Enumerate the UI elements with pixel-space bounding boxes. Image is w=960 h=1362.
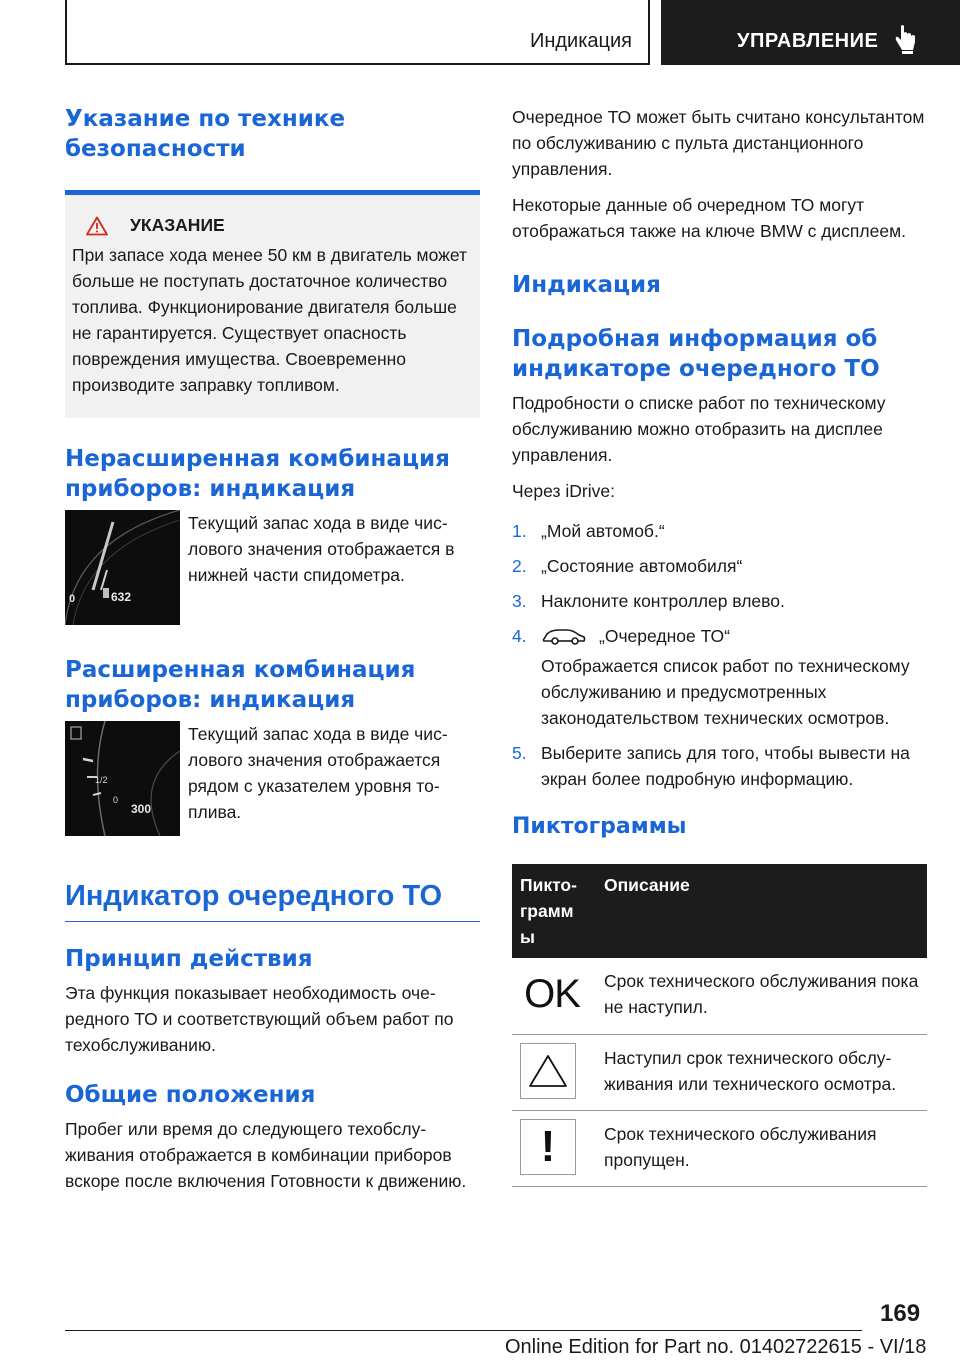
warning-header (72, 215, 470, 236)
left-column (65, 104, 480, 1194)
display-heading: Индикация (512, 272, 661, 298)
nonext-figure-row (65, 510, 480, 625)
header-chapter-title: УПРАВЛЕНИЕ (737, 30, 879, 52)
warning-label: УКАЗАНИЕ (130, 215, 225, 235)
service-heading: Индикатор очередного ТО (65, 880, 442, 912)
table-header-icon: Пиктограмм ы (512, 864, 596, 958)
table-cell-desc: Срок технического обслуживания пропущен. (596, 1110, 927, 1186)
fuel-gauge-range: 300 (131, 802, 152, 816)
nonext-text: Текущий запас хода в виде числового значения отображается в нижней части спидометра. (188, 513, 455, 585)
hand-pointer-icon (893, 24, 919, 54)
right-paragraph-2: Некоторые данные об очередном ТО могут отображаться также на ключе BMW с дисплеем. (512, 195, 906, 241)
step-item (512, 740, 932, 792)
speedometer-image (65, 510, 180, 625)
warning-text: При запасе хода менее 50 км в двигатель может больше не поступать достаточное количество топлива. Функционирование двигателя больше не гарантируется. Существует опасность повреждения имущества. Своевременно производите заправку топливом. (72, 245, 467, 395)
table-row (512, 1110, 927, 1186)
general-heading: Общие положения (65, 1082, 316, 1108)
warning-box (65, 190, 480, 418)
step-number: 4. (512, 626, 527, 646)
step-text: Выберите запись для того, чтобы вывести на экран более подробную информацию. (541, 743, 910, 789)
warning-triangle-icon (520, 1043, 576, 1099)
steps-list (512, 518, 932, 792)
table-cell-desc: Срок технического обслуживания пока не наступил. (596, 958, 927, 1034)
step-item (512, 623, 932, 731)
car-service-icon (541, 626, 587, 646)
service-heading-rule (65, 914, 480, 922)
via-text: Через iDrive: (512, 481, 615, 501)
table-header-desc: Описание (596, 864, 927, 958)
footer-edition: Online Edition for Part no. 01402722615 - VI/18 (505, 1336, 927, 1358)
speedometer-graphic (65, 510, 180, 625)
step-number: 3. (512, 591, 527, 611)
table-row (512, 1034, 927, 1110)
fuel-gauge-zero: 0 (113, 795, 119, 805)
step-number: 5. (512, 743, 527, 763)
right-paragraph-1: Очередное ТО может быть считано консультантом по обслуживанию с пульта дистанционного управления. (512, 107, 925, 179)
speedometer-range: 632 (111, 590, 132, 604)
ext-heading: Расширенная комбинация приборов: индикация (65, 657, 416, 713)
step-item (512, 518, 932, 544)
general-text: Пробег или время до следующего техобслуживания отображается в комбинации приборов вскоре после включения Готовности к движению. (65, 1119, 467, 1191)
step-text: „Очередное ТО“ (599, 626, 730, 646)
ext-figure-row (65, 721, 480, 836)
warning-triangle-icon (86, 216, 108, 236)
header-section-title: Индикация (529, 30, 632, 52)
exclamation-icon: ! (520, 1119, 576, 1175)
step-subtext: Отображается список работ по техническому обслуживанию и предусмотренных законодательством технических осмотров. (541, 656, 910, 728)
detail-text: Подробности о списке работ по техническому обслуживанию можно отобразить на дисплее управления. (512, 393, 886, 465)
nonext-heading: Нерасширенная комбинация приборов: индикация (65, 446, 450, 502)
footer-rule (65, 1330, 862, 1331)
right-column (512, 104, 932, 1187)
step-text: „Состояние автомобиля“ (541, 556, 743, 576)
safety-heading: Указание по технике безопасности (65, 106, 346, 162)
step-item (512, 588, 932, 614)
ext-text: Текущий запас хода в виде числового значения отображается рядом с указателем уровня топлива. (188, 724, 448, 822)
principle-text: Эта функция показывает необходимость очередного ТО и соответствующий объем работ по техобслуживанию. (65, 983, 454, 1055)
table-row (512, 958, 927, 1034)
table-header-row (512, 864, 927, 958)
pictogram-table (512, 864, 927, 1187)
table-cell-desc: Наступил срок технического обслуживания или технического осмотра. (596, 1034, 927, 1110)
fuel-gauge-graphic (65, 721, 180, 836)
step-item (512, 553, 932, 579)
header-chapter-tab (661, 0, 960, 65)
step-number: 1. (512, 521, 527, 541)
page-number: 169 (880, 1300, 921, 1327)
step-text: Наклоните контроллер влево. (541, 591, 785, 611)
picto-heading: Пиктограммы (512, 814, 687, 839)
header-section-box (65, 0, 650, 65)
fuel-gauge-image (65, 721, 180, 836)
ok-icon: OK (524, 972, 580, 1016)
step-text: „Мой автомоб.“ (541, 521, 665, 541)
speedometer-zero: 0 (69, 593, 76, 605)
fuel-gauge-half: 1/2 (95, 775, 108, 785)
step-number: 2. (512, 556, 527, 576)
detail-heading: Подробная информация об индикаторе очередного ТО (512, 326, 880, 382)
principle-heading: Принцип действия (65, 946, 313, 972)
